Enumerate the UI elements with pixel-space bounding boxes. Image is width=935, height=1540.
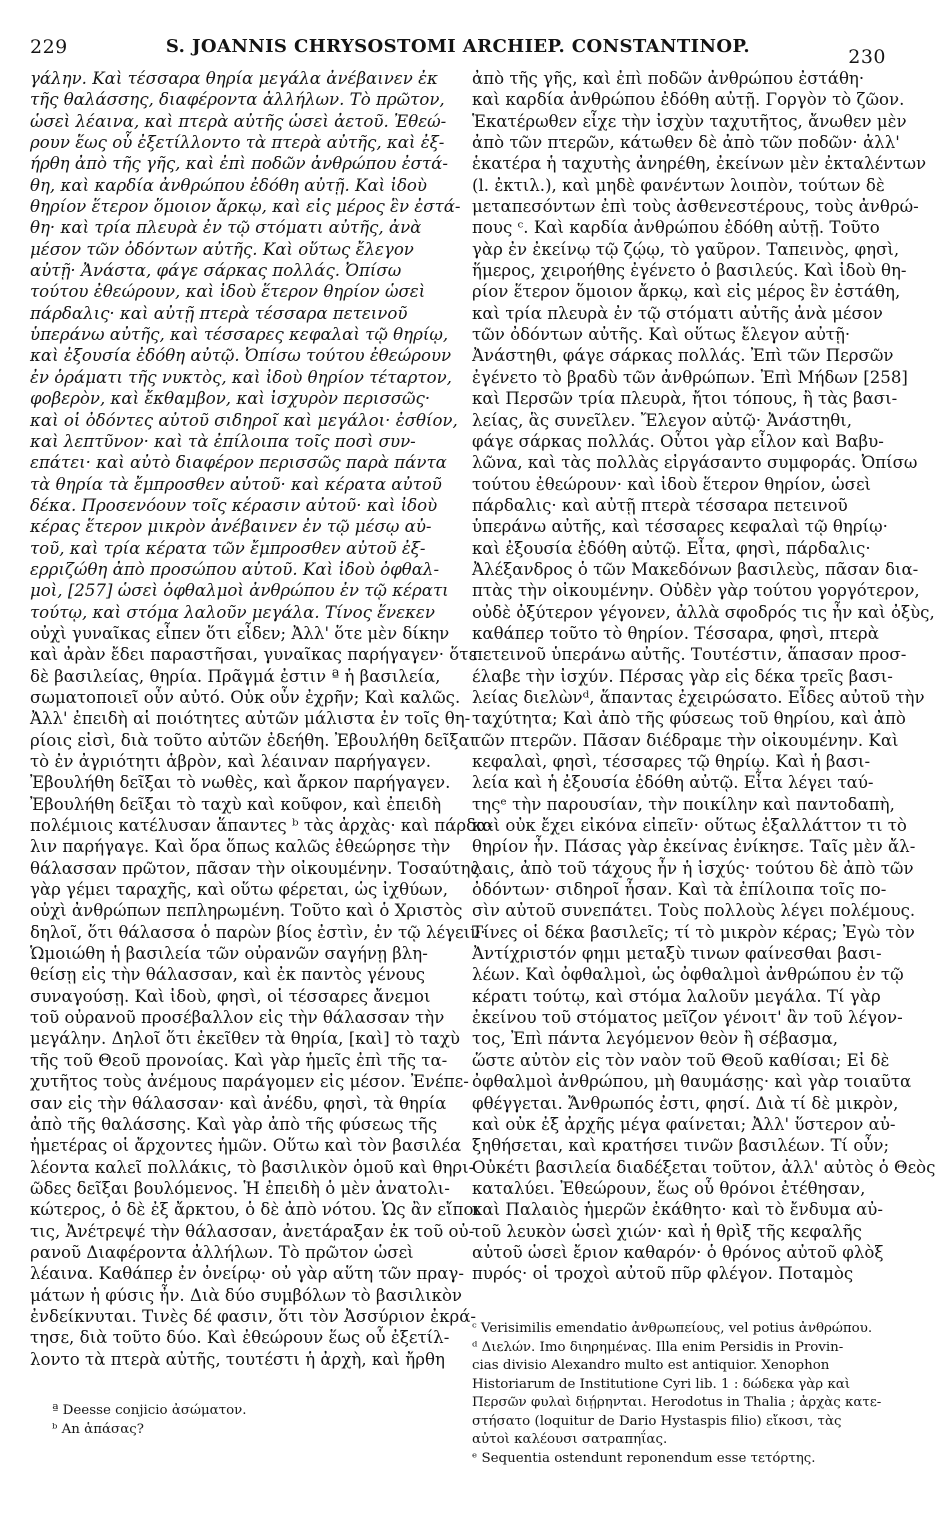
footnote-line: cias divisio Alexandro multo est antiquior. Xenophon bbox=[472, 1358, 830, 1373]
text-line: ἐνδείκνυται. Τινὲς δέ φασιν, ὅτι τὸν Ἀσσύριον ἐκρά- bbox=[30, 1306, 477, 1326]
text-line: φθέγγεται. Ἄνθρωπός ἐστι, φησί. Διὰ τί δὲ μικρὸν, bbox=[472, 1093, 899, 1113]
footnotes-left bbox=[52, 1402, 448, 1439]
footnote-line: ᶜ Verisimilis emendatio ἀνθρωπείους, vel potius ἀνθρώπου. bbox=[472, 1321, 873, 1336]
footnote-line: στήσατο (loquitur de Dario Hystaspis filio) εἴκοσι, τὰς bbox=[472, 1413, 842, 1429]
text-line: κώτερος, ὁ δὲ ἐξ ἄρκτου, ὁ δὲ ἀπὸ νότου. Ὡς ἂν εἴποι bbox=[30, 1200, 480, 1220]
text-line: καὶ Περσῶν τρία πλευρὰ, ἤτοι τόπους, ἢ τὰς βασι- bbox=[472, 389, 898, 409]
text-line: τὸ ἐν ἀγριότητι ἁβρὸν, καὶ λέαιναν παρήγαγεν. bbox=[30, 752, 431, 771]
text-line: τῶν ὀδόντων αὐτῆς. Καὶ οὕτως ἔλεγον αὐτῇ· bbox=[472, 325, 851, 345]
text-line: Ἐβουλήθη δεῖξαι τὸ νωθὲς, καὶ ἄρκον παρήγαγεν. bbox=[30, 773, 451, 793]
text-line: σαν εἰς τὴν θάλασσαν· καὶ ἀνέδυ, φησὶ, τὰ θηρία bbox=[30, 1093, 447, 1113]
text-line: τούτου ἐθεώρουν· καὶ ἰδοὺ ἕτερον θηρίον, ὡσεὶ bbox=[472, 474, 872, 494]
text-line: Ἀντίχριστόν φημι μεταξὺ τινων φαίνεσθαι βασι- bbox=[472, 944, 882, 964]
text-line: σωματοποιεῖ οὖν αὐτό. Οὐκ οὖν ἐχρῆν; Καὶ καλῶς. bbox=[30, 687, 461, 707]
text-line: λείας, ἃς συνεῖλεν. Ἔλεγον αὐτῷ· Ἀνάστηθι, bbox=[472, 410, 852, 430]
text-line: ρίον ἕτερον ὅμοιον ἄρκῳ, καὶ εἰς μέρος ἓν ἐστάθη, bbox=[472, 282, 901, 302]
text-line: ὀφθαλμοὶ ἀνθρώπου, μὴ θαυμάσῃς· καὶ γὰρ τοιαῦτα bbox=[472, 1072, 912, 1092]
text-line: λέων. Καὶ ὀφθαλμοὶ, ὡς ὀφθαλμοὶ ἀνθρώπου ἐν τῷ bbox=[472, 965, 904, 985]
text-line: ἡμετέρας οἱ ἄρχοντες ἡμῶν. Οὕτω καὶ τὸν βασιλέα bbox=[30, 1136, 462, 1156]
text-line: ρουν ἕως οὗ ἐξετίλλοντο τὰ πτερὰ αὐτῆς, καὶ ἐξ- bbox=[30, 133, 445, 153]
text-line: ὡσεὶ λέαινα, καὶ πτερὰ αὐτῆς ὡσεὶ ἀετοῦ. Ἐθεώ- bbox=[30, 111, 447, 131]
text-line: ὑπεράνω αὐτῆς, καὶ τέσσαρες κεφαλαὶ τῷ θηρίῳ, bbox=[30, 325, 449, 345]
text-line: πάρδαλις· καὶ αὐτῇ πτερὰ τέσσαρα πετεινοῦ bbox=[472, 495, 848, 515]
text-line: κέρας ἕτερον μικρὸν ἀνέβαινεν ἐν τῷ μέσῳ αὐ- bbox=[30, 517, 432, 537]
text-line: πυρός· οἱ τροχοὶ αὐτοῦ πῦρ φλέγον. Ποταμὸς bbox=[472, 1264, 854, 1284]
text-line: τὰ θηρία τὰ ἔμπροσθεν αὐτοῦ· καὶ κέρατα αὐτοῦ bbox=[30, 474, 442, 494]
footnotes-right bbox=[472, 1320, 886, 1468]
text-line: μεγάλην. Δηλοῖ ὅτι ἐκεῖθεν τὰ θηρία, [καὶ] τὸ ταχὺ bbox=[30, 1029, 460, 1049]
text-line: λεία καὶ ἡ ἐξουσία ἐδόθη αὐτῷ. Εἶτα λέγει ταύ- bbox=[472, 773, 874, 793]
text-line: τῆς τοῦ Θεοῦ προνοίας. Καὶ γὰρ ἡμεῖς ἐπὶ τῆς τα- bbox=[30, 1050, 448, 1070]
text-line: τησε, διὰ τοῦτο δύο. Καὶ ἐθεώρουν ἕως οὗ ἐξετίλ- bbox=[30, 1328, 450, 1348]
footnote-line: ª Deesse conjicio ἀσώματον. bbox=[52, 1403, 247, 1418]
text-line: ἀπὸ τῆς γῆς, καὶ ἐπὶ ποδῶν ἀνθρώπου ἐστάθη· bbox=[472, 69, 865, 88]
text-line: πετεινοῦ ὑπεράνω αὐτῆς. Τουτέστιν, ἅπασαν προσ- bbox=[472, 645, 907, 665]
text-line: οὐχὶ ἀνθρώπων πεπληρωμένη. Τοῦτο καὶ ὁ Χριστὸς bbox=[30, 901, 463, 921]
text-line: πτὰς τὴν οἰκουμένην. Οὐδὲν γὰρ τούτου γοργότερον, bbox=[472, 581, 920, 601]
text-line: τοῦ οὐρανοῦ προσέβαλλον εἰς τὴν θάλασσαν τὴν bbox=[30, 1008, 445, 1028]
text-line: καὶ οὐκ ἐξ ἀρχῆς μέγα φαίνεται; Ἀλλ' ὕστερον αὐ- bbox=[472, 1114, 896, 1134]
text-line: πους ᶜ. Καὶ καρδία ἀνθρώπου ἐδόθη αὐτῇ. Τοῦτο bbox=[472, 218, 880, 238]
text-line: ὥστε αὐτὸν εἰς τὸν ναὸν τοῦ Θεοῦ καθίσαι; Εἰ δὲ bbox=[472, 1050, 890, 1070]
text-line: τούτῳ, καὶ στόμα λαλοῦν μεγάλα. Τίνος ἕνεκεν bbox=[30, 602, 435, 622]
text-line: γὰρ ἐν ἐκείνῳ τῷ ζῴῳ, τὸ γαῦρον. Ταπεινὸς, φησὶ, bbox=[472, 239, 900, 259]
text-line: θηρίον ἕτερον ὅμοιον ἄρκῳ, καὶ εἰς μέρος ἓν ἐστά- bbox=[30, 197, 461, 217]
text-line: ἐγένετο τὸ βραδὺ τῶν ἀνθρώπων. Ἐπὶ Μήδων [258] bbox=[472, 367, 908, 387]
text-line: ρανοῦ Διαφέροντα ἀλλήλων. Τὸ πρῶτον ὡσεὶ bbox=[30, 1242, 414, 1262]
text-line: τις, Ἀνέτρεψέ τὴν θάλασσαν, ἀνετάραξαν ἐκ τοῦ οὐ- bbox=[30, 1221, 475, 1241]
footnote-line: Περσῶν φυλαὶ διῄρηνται. Herodotus in Thalia ; ἀρχὰς κατε- bbox=[472, 1395, 882, 1410]
text-line: καὶ οἱ ὀδόντες αὐτοῦ σιδηροῖ καὶ μεγάλοι· ἐσθίον, bbox=[30, 410, 458, 430]
text-line: χυτῆτος τοὺς ἀνέμους παράγομεν εἰς μέσον. Ἐνέπε- bbox=[30, 1072, 469, 1092]
text-line: ταχύτητα; Καὶ ἀπὸ τῆς φύσεως τοῦ θηρίου, καὶ ἀπὸ bbox=[472, 709, 906, 729]
text-line: μέσον τῶν ὀδόντων αὐτῆς. Καὶ οὕτως ἔλεγον bbox=[30, 239, 414, 259]
text-line: λέαινα. Καθάπερ ἐν ὀνείρῳ· οὐ γὰρ αὕτη τῶν πραγ- bbox=[30, 1264, 464, 1284]
page-number-left: 229 bbox=[30, 36, 68, 58]
text-line: τηςᵉ τὴν παρουσίαν, τὴν ποικίλην καὶ παντοδαπὴ, bbox=[472, 794, 895, 814]
text-line: οὐχὶ γυναῖκας εἶπεν ὅτι εἶδεν; Ἀλλ' ὅτε μὲν δίκην bbox=[30, 623, 450, 643]
text-line: Τίνες οἱ δέκα βασιλεῖς; τί τὸ μικρὸν κέρας; Ἐγὼ τὸν bbox=[472, 922, 915, 942]
text-line: ἐκείνου τοῦ στόματος μεῖζον γένοιτ' ἂν τοῦ λέγον- bbox=[472, 1008, 903, 1028]
text-line: λῶνα, καὶ τὰς πολλὰς εἰργάσαντο συμφοράς. Ὀπίσω bbox=[472, 453, 918, 473]
text-line: θάλασσαν πρῶτον, πᾶσαν τὴν οἰκουμένην. Τοσαύτης bbox=[30, 858, 480, 878]
text-line: ἥμερος, χειροήθης ἐγένετο ὁ βασιλεύς. Καὶ ἰδοὺ θη- bbox=[472, 261, 907, 281]
text-line: Ἀλέξανδρος ὁ τῶν Μακεδόνων βασιλεὺς, πᾶσαν δια- bbox=[472, 559, 919, 579]
text-line: λοντο τὰ πτερὰ αὐτῆς, τουτέστι ἡ ἀρχὴ, καὶ ἤρθη bbox=[30, 1349, 445, 1369]
footnote-line: ᵉ Sequentia ostendunt reponendum esse τετόρτης. bbox=[472, 1450, 816, 1466]
text-line: αὐτοῦ ὡσεὶ ἔριον καθαρόν· ὁ θρόνος αὐτοῦ φλὸξ bbox=[472, 1242, 884, 1262]
text-line: δηλοῖ, ὅτι θάλασσα ὁ παρὼν βίος ἐστὶν, ἐν τῷ λέγειν· bbox=[30, 922, 486, 942]
text-line: καὶ λεπτῦνον· καὶ τὰ ἐπίλοιπα τοῖς ποσὶ συν- bbox=[30, 431, 416, 451]
text-line: (l. ἐκτιλ.), καὶ μηδὲ φανέντων λοιπὸν, τούτων δὲ bbox=[472, 175, 885, 195]
text-line: αὐτῇ· Ἀνάστα, φάγε σάρκας πολλάς. Ὀπίσω bbox=[30, 261, 402, 281]
text-line: πολέμιοις κατέλυσαν ἅπαντες ᵇ τὰς ἀρχὰς· καὶ πάρδα- bbox=[30, 816, 493, 836]
text-line: τος, Ἐπὶ πάντα λεγόμενον θεὸν ἢ σέβασμα, bbox=[472, 1029, 839, 1049]
text-line: ερριζώθη ἀπὸ προσώπου αὐτοῦ. Καὶ ἰδοὺ ὀφθαλ- bbox=[30, 559, 440, 579]
text-line: ἑκατέρα ἡ ταχυτὴς ἀνηρέθη, ἐκείνων μὲν ἐκταλέντων bbox=[472, 154, 927, 174]
text-line: λιν παρήγαγε. Καὶ ὅρα ὅπως καλῶς ἐθεώρησε τὴν bbox=[30, 837, 451, 857]
page-header bbox=[30, 36, 886, 66]
text-line: ῶδες δεῖξαι βουλόμενος. Ἡ ἐπειδὴ ὁ μὲν ἀνατολι- bbox=[30, 1178, 450, 1198]
text-line: ἀπὸ τῶν πτερῶν, κάτωθεν δὲ ἀπὸ τῶν ποδῶν· ἀλλ' bbox=[472, 133, 900, 153]
text-line: τοῦ, καὶ τρία κέρατα τῶν ἔμπροσθεν αὐτοῦ ἐξ- bbox=[30, 538, 426, 558]
text-line: καὶ ἀρὰν ἔδει παραστῆσαι, γυναῖκας παρήγαγεν· ὅτε bbox=[30, 645, 478, 665]
text-line: καὶ οὐκ ἔχει εἰκόνα εἰπεῖν· οὕτως ἐξαλλάττον τι τὸ bbox=[472, 816, 907, 836]
text-line: ήρθη ἀπὸ τῆς γῆς, καὶ ἐπὶ ποδῶν ἀνθρώπου ἐστά- bbox=[30, 154, 448, 174]
text-line: Ἐβουλήθη δεῖξαι τὸ ταχὺ καὶ κοῦφον, καὶ ἐπειδὴ bbox=[30, 794, 442, 814]
text-line: καταλύει. Ἐθεώρουν, ἕως οὗ θρόνοι ἐτέθησαν, bbox=[472, 1178, 866, 1198]
text-line: έλαβε τὴν ἰσχύν. Πέρσας γὰρ εἰς δέκα τρεῖς βασι- bbox=[472, 666, 893, 686]
running-title: S. JOANNIS CHRYSOSTOMI ARCHIEP. CONSTANTINOP. bbox=[165, 36, 751, 57]
left-text-column bbox=[30, 68, 493, 1370]
text-line: Οὐκέτι βασιλεία διαδέξεται τοῦτον, ἀλλ' αὐτὸς ὁ Θεὸς bbox=[472, 1157, 935, 1177]
text-line: πάρδαλις· καὶ αὐτῇ πτερὰ τέσσαρα πετεινοῦ bbox=[30, 303, 408, 323]
text-line: επάτει· καὶ αὐτὸ διαφέρον περισσῶς παρὰ πάντα bbox=[30, 453, 447, 473]
text-line: θηρίον ἦν. Πάσας γὰρ ἐκείνας ἐνίκησε. Ταῖς μὲν ἄλ- bbox=[472, 837, 916, 857]
text-line: λέοντα καλεῖ πολλάκις, τὸ βασιλικὸν ὁμοῦ καὶ θηρι- bbox=[30, 1157, 475, 1177]
footnote-line: ᵈ Διελών. Imo διηρημένας. Illa enim Persidis in Provin- bbox=[472, 1339, 844, 1355]
footnote-line: ᵇ An ἁπάσας? bbox=[52, 1421, 144, 1437]
text-line: Ἀλλ' ἐπειδὴ αἱ ποιότητες αὐτῶν μάλιστα ἐν τοῖς θη- bbox=[30, 709, 471, 729]
text-line: καὶ Παλαιὸς ἡμερῶν ἐκάθητο· καὶ τὸ ἔνδυμα αὐ- bbox=[472, 1200, 883, 1220]
footnote-line: αὐτοὶ καλέουσι σατραπηΐας. bbox=[472, 1432, 668, 1447]
text-line: λαις, ἀπὸ τοῦ τάχους ἦν ἡ ἰσχύς· τούτου δὲ ἀπὸ τῶν bbox=[472, 858, 914, 878]
text-line: φάγε σάρκας πολλάς. Οὗτοι γὰρ εἶλον καὶ Βαβυ- bbox=[472, 431, 884, 451]
right-text-column bbox=[472, 68, 935, 1285]
text-line: δὲ βασιλείας, θηρία. Πρᾶγμά ἐστιν ª ἡ βασιλεία, bbox=[30, 666, 441, 686]
text-line: Ἑκατέρωθεν εἶχε τὴν ἰσχὺν ταχυτῆτος, ἄνωθεν μὲν bbox=[472, 111, 907, 131]
text-line: συναγούσῃ. Καὶ ἰδοὺ, φησὶ, οἱ τέσσαρες ἄνεμοι bbox=[30, 986, 431, 1006]
text-line: λείας διελὼνᵈ, ἅπαντας ἐχειρώσατο. Εἶδες αὐτοῦ τὴν bbox=[472, 687, 925, 707]
text-line: κέρατι τούτῳ, καὶ στόμα λαλοῦν μεγάλα. Τί γὰρ bbox=[472, 986, 881, 1006]
text-line: ξηθήσεται, καὶ κρατήσει τινῶν βασιλέων. Τί οὖν; bbox=[472, 1136, 890, 1156]
page-number-right: 230 bbox=[848, 46, 886, 68]
text-line: γὰρ γέμει ταραχῆς, καὶ οὕτω φέρεται, ὡς ἰχθύων, bbox=[30, 880, 449, 900]
text-line: ὑπεράνω αὐτῆς, καὶ τέσσαρες κεφαλαὶ τῷ θηρίῳ· bbox=[472, 517, 888, 537]
text-line: φοβερὸν, καὶ ἔκθαμβον, καὶ ἰσχυρὸν περισσῶς· bbox=[30, 389, 431, 409]
text-line: γάλην. Καὶ τέσσαρα θηρία μεγάλα ἀνέβαινεν ἐκ bbox=[30, 69, 438, 88]
text-line: καὶ ἐξουσία ἐδόθη αὐτῷ. Εἶτα, φησὶ, πάρδαλις· bbox=[472, 538, 871, 558]
text-line: τοῦ λευκὸν ὡσεὶ χιών· καὶ ἡ θρὶξ τῆς κεφαλῆς bbox=[472, 1221, 862, 1241]
text-line: ἐν ὁράματι τῆς νυκτὸς, καὶ ἰδοὺ θηρίον τέταρτον, bbox=[30, 367, 452, 387]
text-line: ὀδόντων· σιδηροῖ ἦσαν. Καὶ τὰ ἐπίλοιπα τοῖς πο- bbox=[472, 880, 887, 900]
text-line: δέκα. Προσενόουν τοῖς κέρασιν αὐτοῦ· καὶ ἰδοὺ bbox=[30, 495, 438, 515]
text-line: κεφαλαὶ, φησὶ, τέσσαρες τῷ θηρίῳ. Καὶ ἡ βασι- bbox=[472, 752, 871, 771]
text-line: θη, καὶ καρδία ἀνθρώπου ἐδόθη αὐτῇ. Καὶ ἰδοὺ bbox=[30, 175, 428, 195]
text-line: θείσῃ εἰς τὴν θάλασσαν, καὶ ἐκ παντὸς γένους bbox=[30, 965, 426, 985]
text-line: καὶ τρία πλευρὰ ἐν τῷ στόματι αὐτῆς ἀνὰ μέσον bbox=[472, 303, 883, 323]
text-line: θη· καὶ τρία πλευρὰ ἐν τῷ στόματι αὐτῆς, ἀνὰ bbox=[30, 218, 422, 238]
text-line: καὶ καρδία ἀνθρώπου ἐδόθη αὐτῇ. Γοργὸν τὸ ζῶον. bbox=[472, 90, 905, 110]
text-line: Ὡμοιώθη ἡ βασιλεία τῶν οὐρανῶν σαγήνῃ βλη- bbox=[30, 944, 428, 964]
text-line: ἀπὸ τῆς θαλάσσης. Καὶ γὰρ ἀπὸ τῆς φύσεως τῆς bbox=[30, 1114, 438, 1134]
text-line: τούτου ἐθεώρουν, καὶ ἰδοὺ ἕτερον θηρίον ὡσεὶ bbox=[30, 282, 426, 302]
text-line: μεταπεσόντων ἐπὶ τοὺς ἀσθενεστέρους, τοὺς ἀνθρώ- bbox=[472, 197, 919, 217]
text-line: οὐδὲ ὀξύτερον γέγονεν, ἀλλὰ σφοδρός τις ἦν καὶ ὀξὺς, bbox=[472, 602, 935, 622]
footnote-line: Historiarum de Institutione Cyri lib. 1 : δώδεκα γὰρ καὶ bbox=[472, 1376, 851, 1392]
text-line: τῆς θαλάσσης, διαφέροντα ἀλλήλων. Τὸ πρῶτον, bbox=[30, 90, 445, 110]
text-line: ρίοις εἰσὶ, διὰ τοῦτο αὐτῶν ἐδεήθη. Ἐβουλήθη δεῖξαι bbox=[30, 730, 477, 750]
text-line: καθάπερ τοῦτο τὸ θηρίον. Τέσσαρα, φησὶ, πτερὰ bbox=[472, 623, 879, 643]
text-line: καὶ ἐξουσία ἐδόθη αὐτῷ. Ὀπίσω τούτου ἐθεώρουν bbox=[30, 346, 452, 366]
text-line: μάτων ἡ φύσις ἦν. Διὰ δύο συμβόλων τὸ βασιλικὸν bbox=[30, 1285, 463, 1305]
text-line: τῶν πτερῶν. Πᾶσαν διέδραμε τὴν οἰκουμένην. Καὶ bbox=[472, 730, 899, 750]
text-line: μοὶ, [257] ὡσεὶ ὀφθαλμοὶ ἀνθρώπου ἐν τῷ κέρατι bbox=[30, 581, 449, 601]
text-line: Ἀνάστηθι, φάγε σάρκας πολλάς. Ἐπὶ τῶν Περσῶν bbox=[472, 346, 894, 366]
text-line: σὶν αὐτοῦ συνεπάτει. Τοὺς πολλοὺς λέγει πολέμους. bbox=[472, 901, 916, 921]
